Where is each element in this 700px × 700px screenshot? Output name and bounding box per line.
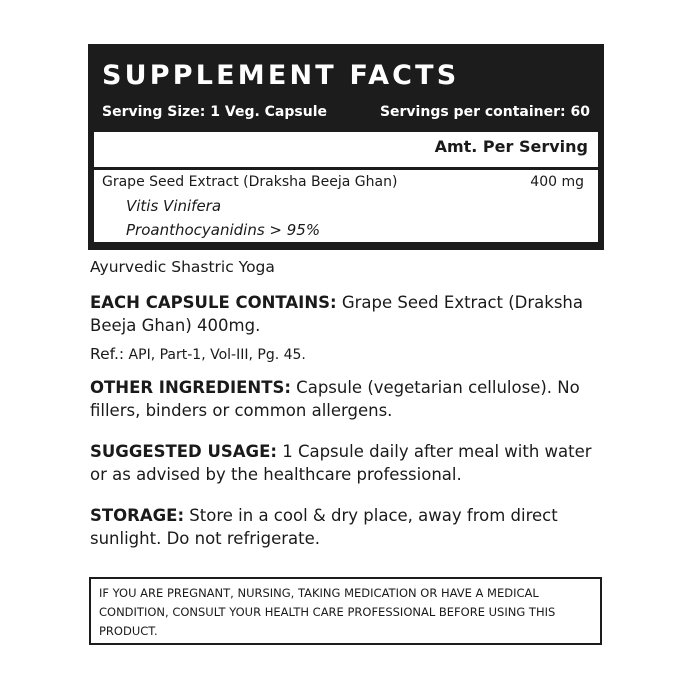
storage-heading: STORAGE: <box>90 506 185 525</box>
storage-text: Store in a cool & dry place, away from direct sunlight. Do not refrigerate. <box>90 506 558 548</box>
other-ingredients-heading: OTHER INGREDIENTS: <box>90 378 291 397</box>
facts-table <box>94 132 598 242</box>
reference-line <box>90 343 610 367</box>
servings-per-container: Servings per container: 60 <box>379 104 590 120</box>
other-ingredients-text: Capsule (vegetarian cellulose). No fillers, binders or common allergens. <box>90 378 580 420</box>
amount-per-serving-header: Amt. Per Serving <box>434 137 588 156</box>
ingredient-name: Grape Seed Extract (Draksha Beeja Ghan) <box>102 174 398 190</box>
ingredient-standardization: Proanthocyanidins > 95% <box>126 221 321 239</box>
supplement-facts-panel <box>88 44 604 250</box>
each-capsule-heading: EACH CAPSULE CONTAINS: <box>90 293 337 312</box>
suggested-usage-heading: SUGGESTED USAGE: <box>90 442 277 461</box>
reference-heading: Ref.: <box>90 345 125 363</box>
each-capsule-contains <box>90 291 610 337</box>
header-divider <box>94 167 598 170</box>
suggested-usage <box>90 440 610 486</box>
facts-title: SUPPLEMENT FACTS <box>102 60 460 91</box>
each-capsule-text: Grape Seed Extract (Draksha Beeja Ghan) 400mg. <box>90 293 583 335</box>
warning-box: IF YOU ARE PREGNANT, NURSING, TAKING MEDICATION OR HAVE A MEDICAL CONDITION, CONSULT YOUR HEALTH CARE PROFESSIONAL BEFORE USING THIS PRODUCT. <box>89 577 602 645</box>
ingredient-amount: 400 mg <box>530 174 584 190</box>
ayurvedic-system-label: Ayurvedic Shastric Yoga <box>90 258 275 276</box>
suggested-usage-text: 1 Capsule daily after meal with water or as advised by the healthcare professional. <box>90 442 592 484</box>
reference-text: API, Part-1, Vol-III, Pg. 45. <box>124 347 306 363</box>
serving-size: Serving Size: 1 Veg. Capsule <box>102 104 327 120</box>
serving-info-row <box>102 101 590 123</box>
other-ingredients <box>90 376 610 422</box>
storage-instructions <box>90 504 610 550</box>
ingredient-botanical-name: Vitis Vinifera <box>126 197 222 215</box>
